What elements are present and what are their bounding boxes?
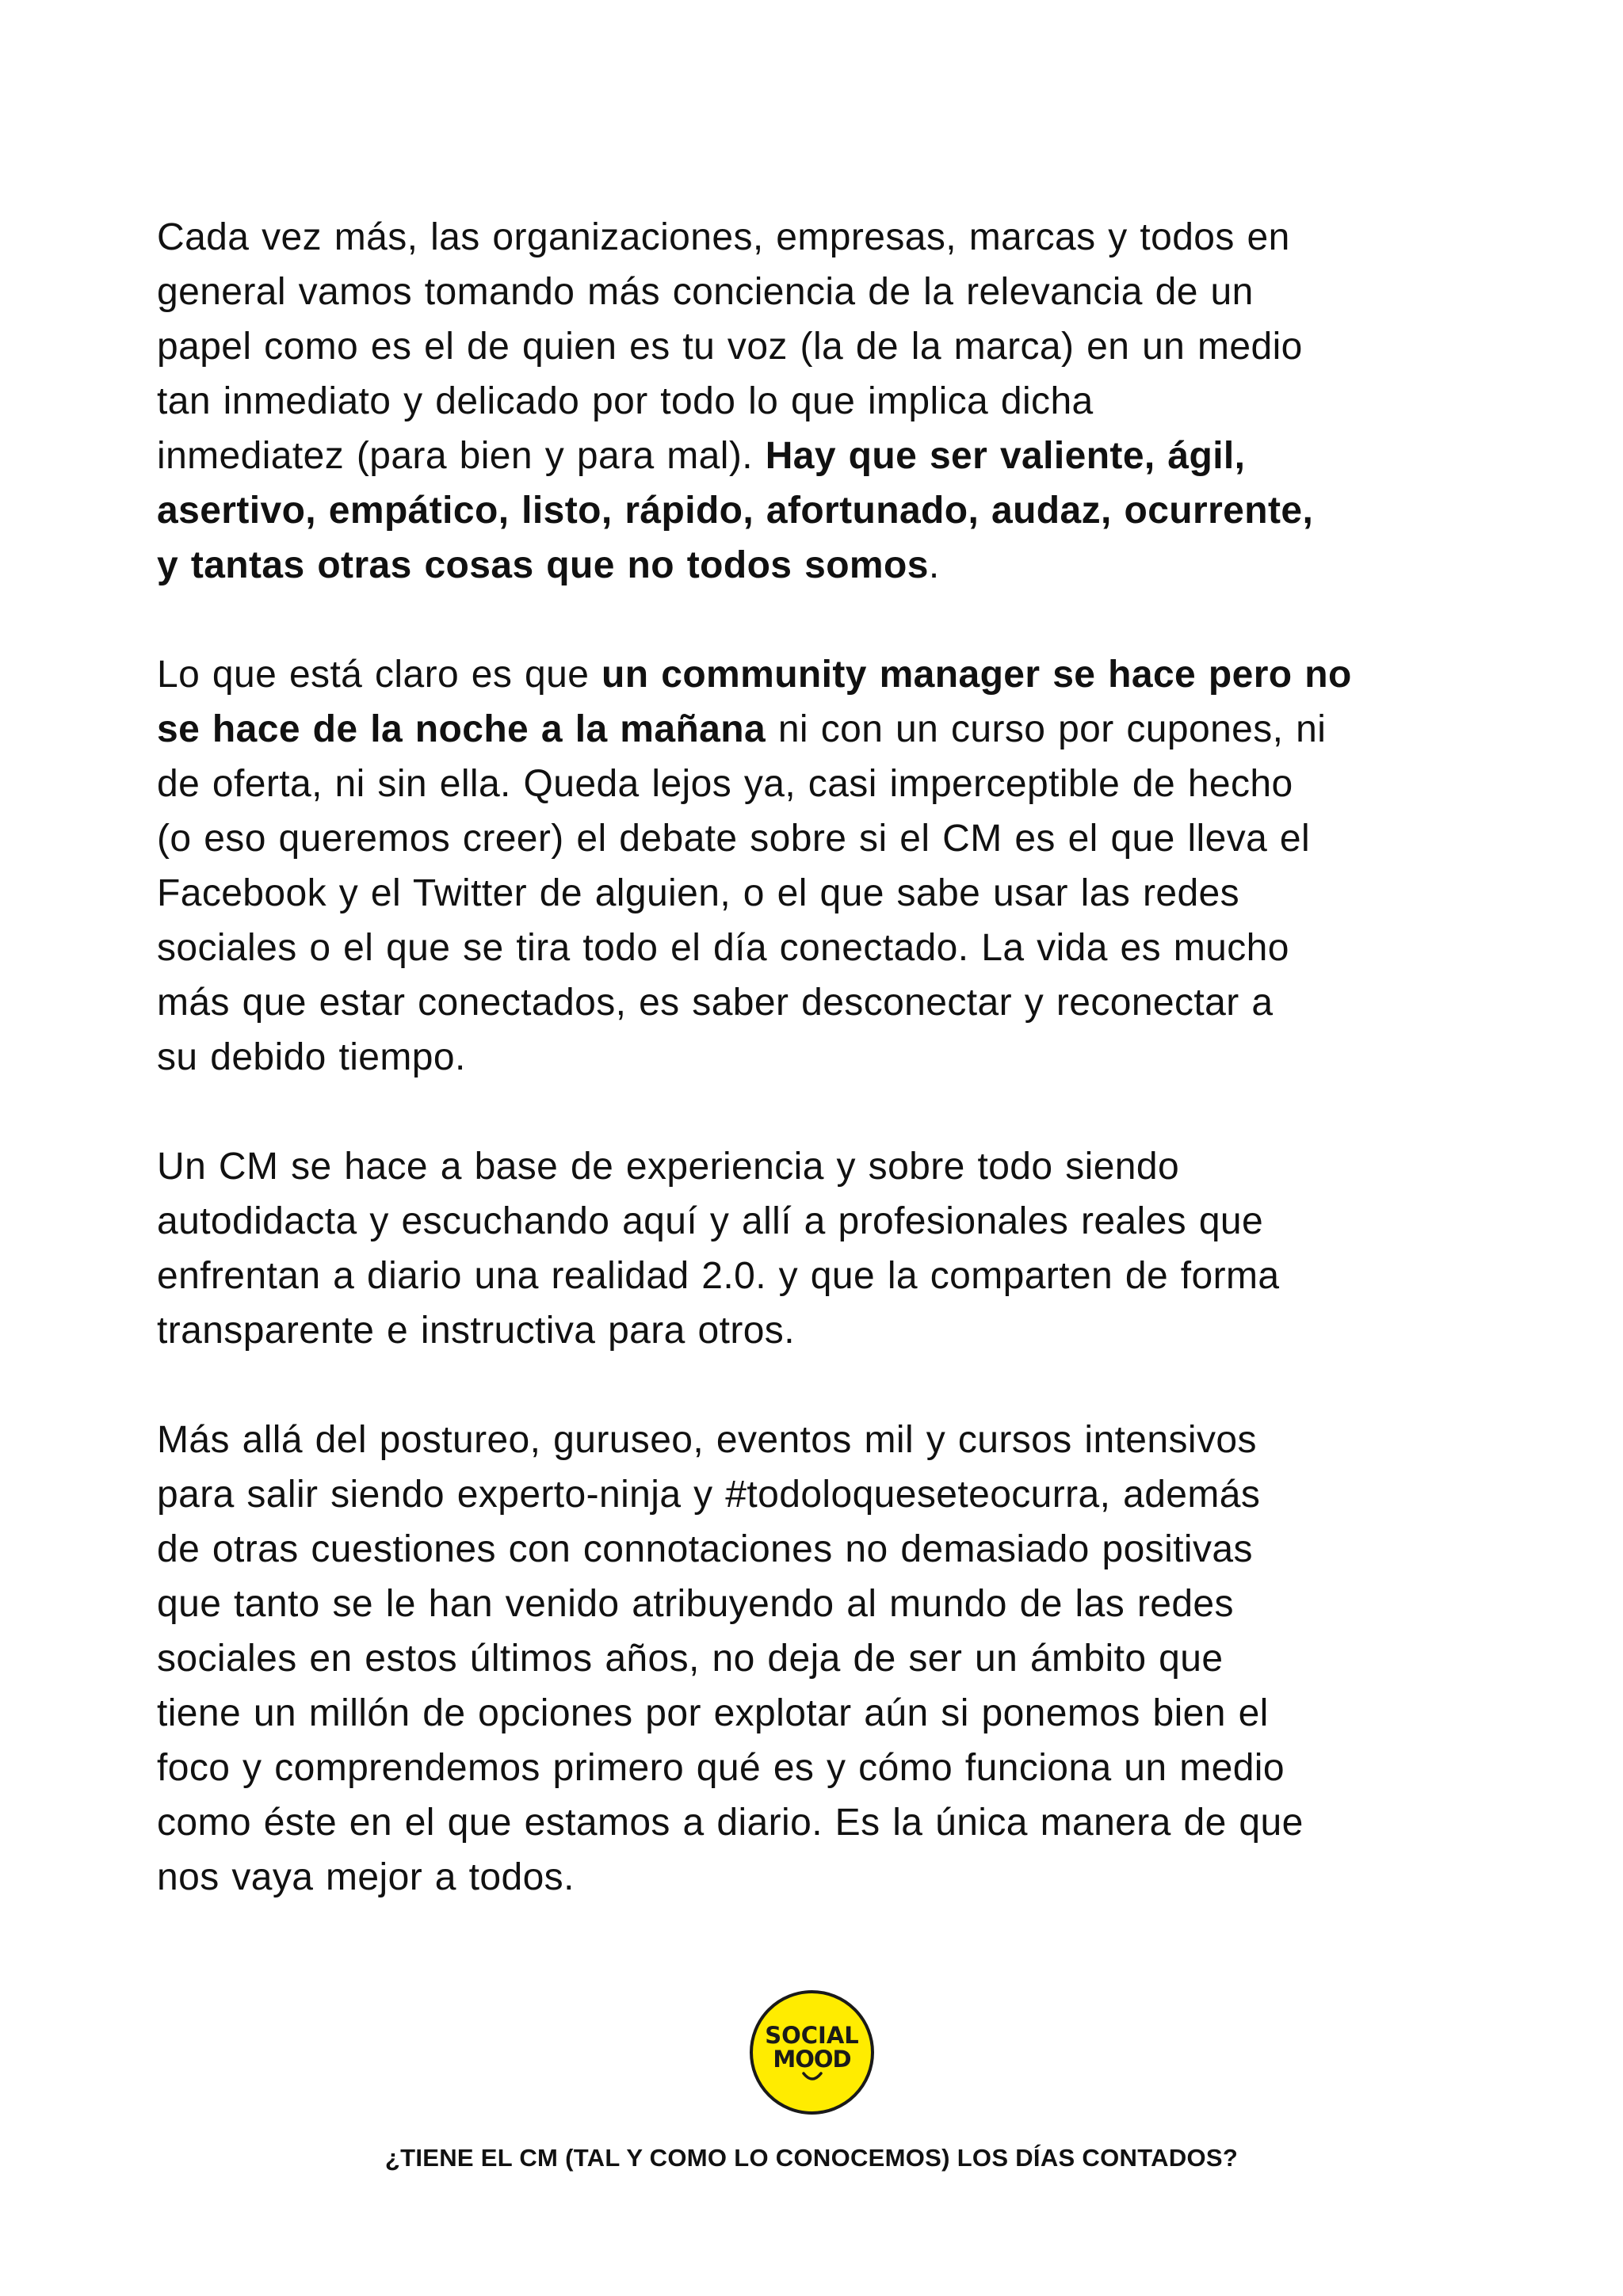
logo-text-mood: MOOD xyxy=(773,2046,851,2073)
body-text: Cada vez más, las organizaciones, empresas, marcas y todos en xyxy=(157,216,1290,258)
body-text: transparente e instructiva para otros. xyxy=(157,1310,795,1352)
body-text: tiene un millón de opciones por explotar aún si ponemos bien el xyxy=(157,1692,1269,1734)
article-body xyxy=(157,210,1504,1959)
bold-text: y tantas otras cosas que no todos somos xyxy=(157,544,929,586)
bold-text: Hay que ser valiente, ágil, xyxy=(765,435,1246,477)
text-line xyxy=(157,647,1504,702)
text-line xyxy=(157,429,1504,483)
text-line xyxy=(157,1850,1504,1905)
body-text: como éste en el que estamos a diario. Es la única manera de que xyxy=(157,1802,1304,1844)
social-mood-logo xyxy=(750,1990,874,2115)
text-line xyxy=(157,1467,1504,1522)
text-line xyxy=(157,702,1504,757)
text-line xyxy=(157,538,1504,593)
body-text: sociales o el que se tira todo el día conectado. La vida es mucho xyxy=(157,927,1289,969)
paragraph xyxy=(157,1413,1504,1905)
body-text: de otras cuestiones con connotaciones no demasiado positivas xyxy=(157,1528,1253,1570)
text-line xyxy=(157,1139,1504,1194)
text-line xyxy=(157,1631,1504,1686)
body-text: que tanto se le han venido atribuyendo al mundo de las redes xyxy=(157,1583,1234,1625)
body-text: Facebook y el Twitter de alguien, o el que sabe usar las redes xyxy=(157,872,1240,914)
body-text: foco y comprendemos primero qué es y cómo funciona un medio xyxy=(157,1747,1285,1789)
body-text: Más allá del postureo, guruseo, eventos mil y cursos intensivos xyxy=(157,1419,1257,1461)
footer-caption: ¿TIENE EL CM (TAL Y COMO LO CONOCEMOS) LOS DÍAS CONTADOS? xyxy=(384,2144,1239,2172)
body-text: . xyxy=(928,544,940,586)
text-line xyxy=(157,1413,1504,1467)
paragraph xyxy=(157,647,1504,1085)
bold-text: asertivo, empático, listo, rápido, afortunado, audaz, ocurrente, xyxy=(157,490,1314,532)
text-line xyxy=(157,1741,1504,1795)
body-text: para salir siendo experto-ninja y #todoloqueseteocurra, además xyxy=(157,1474,1261,1516)
paragraph xyxy=(157,210,1504,593)
body-text: sociales en estos últimos años, no deja de ser un ámbito que xyxy=(157,1638,1224,1680)
body-text: enfrentan a diario una realidad 2.0. y que la comparten de forma xyxy=(157,1255,1280,1297)
text-line xyxy=(157,1194,1504,1249)
text-line xyxy=(157,1795,1504,1850)
text-line xyxy=(157,866,1504,921)
body-text: más que estar conectados, es saber desconectar y reconectar a xyxy=(157,982,1274,1024)
text-line xyxy=(157,319,1504,374)
body-text: Lo que está claro es que xyxy=(157,654,602,696)
text-line xyxy=(157,975,1504,1030)
text-line xyxy=(157,1249,1504,1303)
text-line xyxy=(157,374,1504,429)
body-text: nos vaya mejor a todos. xyxy=(157,1856,575,1898)
text-line xyxy=(157,265,1504,319)
text-line xyxy=(157,1577,1504,1631)
body-text: general vamos tomando más conciencia de la relevancia de un xyxy=(157,271,1254,313)
body-text: de oferta, ni sin ella. Queda lejos ya, casi imperceptible de hecho xyxy=(157,763,1293,805)
logo-text-social: SOCIAL xyxy=(765,2022,859,2049)
bold-text: un community manager se hace pero no xyxy=(601,654,1352,696)
text-line xyxy=(157,1030,1504,1085)
text-line xyxy=(157,210,1504,265)
body-text: autodidacta y escuchando aquí y allí a profesionales reales que xyxy=(157,1200,1264,1242)
body-text: inmediatez (para bien y para mal). xyxy=(157,435,766,477)
text-line xyxy=(157,1303,1504,1358)
body-text: (o eso queremos creer) el debate sobre si el CM es el que lleva el xyxy=(157,818,1311,860)
paragraph xyxy=(157,1139,1504,1358)
body-text: ni con un curso por cupones, ni xyxy=(766,708,1327,750)
text-line xyxy=(157,483,1504,538)
text-line xyxy=(157,811,1504,866)
text-line xyxy=(157,921,1504,975)
text-line xyxy=(157,757,1504,811)
bold-text: se hace de la noche a la mañana xyxy=(157,708,766,750)
body-text: Un CM se hace a base de experiencia y sobre todo siendo xyxy=(157,1146,1180,1188)
text-line xyxy=(157,1686,1504,1741)
smile-icon xyxy=(802,2072,823,2081)
body-text: su debido tiempo. xyxy=(157,1036,466,1078)
body-text: tan inmediato y delicado por todo lo que implica dicha xyxy=(157,380,1094,422)
text-line xyxy=(157,1522,1504,1577)
body-text: papel como es el de quien es tu voz (la de la marca) en un medio xyxy=(157,326,1303,368)
